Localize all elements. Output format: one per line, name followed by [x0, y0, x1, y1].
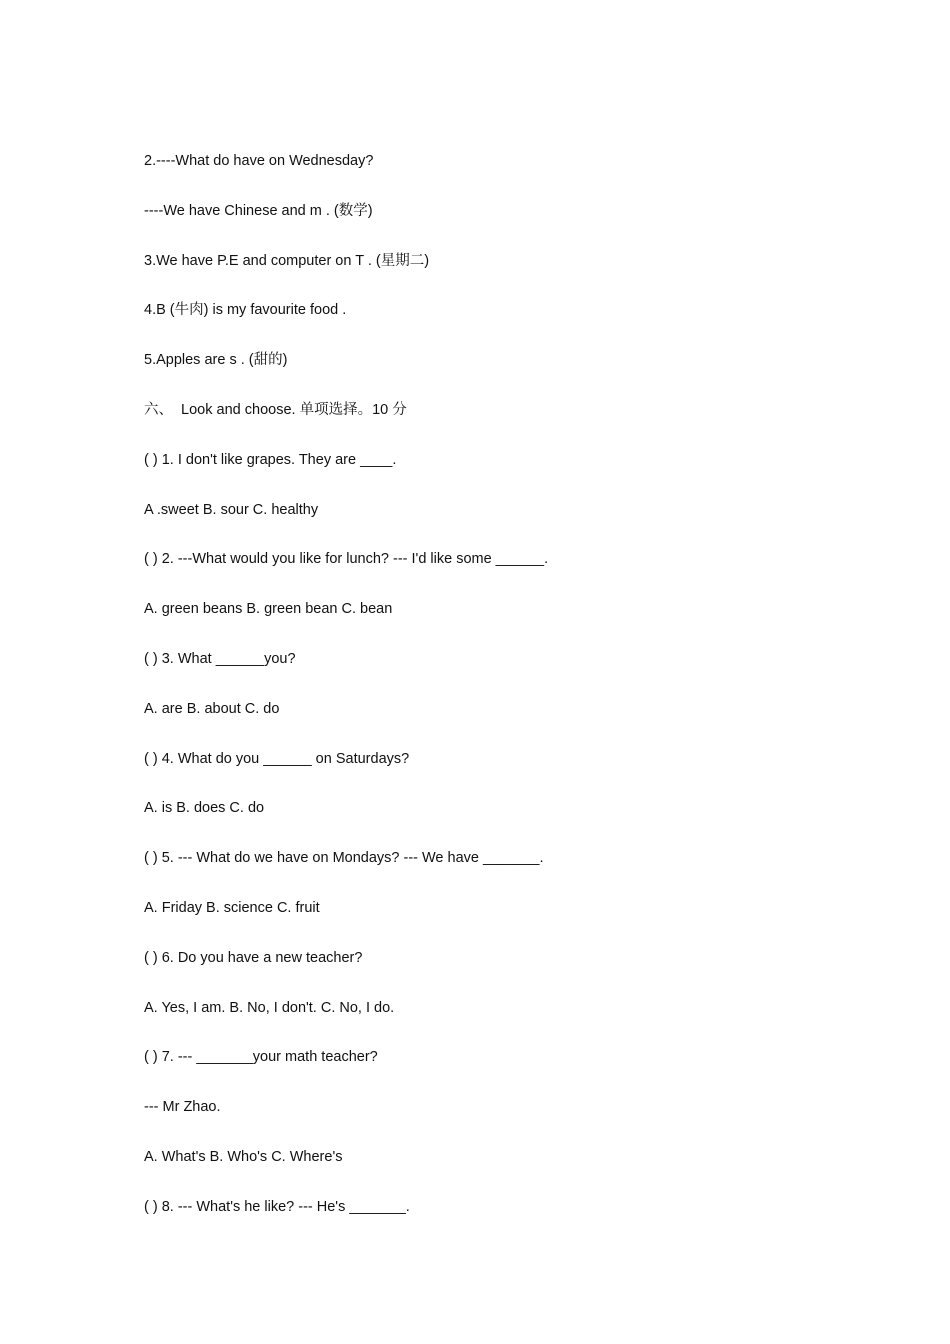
worksheet-text: [144, 151, 864, 1247]
question-7-reply: --- Mr Zhao.: [144, 1099, 221, 1116]
question-2-options: A. green beans B. green bean C. bean: [144, 601, 393, 618]
question-7: ( ) 7. --- _______your math teacher?: [144, 1049, 378, 1066]
question-6: ( ) 6. Do you have a new teacher?: [144, 949, 363, 966]
fill-in-item-3: 3.We have P.E and computer on T . (星期二): [144, 252, 430, 269]
fill-in-item-2-answer: ----We have Chinese and m . (数学): [144, 202, 373, 219]
question-4: ( ) 4. What do you ______ on Saturdays?: [144, 750, 410, 767]
question-1-options: A .sweet B. sour C. healthy: [144, 501, 319, 518]
fill-in-item-5: 5.Apples are s . (甜的): [144, 352, 288, 369]
question-7-options: A. What's B. Who's C. Where's: [144, 1148, 343, 1165]
question-3: ( ) 3. What ______you?: [144, 650, 296, 667]
section-heading: 六、 Look and choose. 单项选择。10 分: [144, 401, 407, 418]
question-5: ( ) 5. --- What do we have on Mondays? --- We have _______.: [144, 850, 544, 867]
question-5-options: A. Friday B. science C. fruit: [144, 899, 320, 916]
question-8: ( ) 8. --- What's he like? --- He's _______.: [144, 1198, 410, 1215]
question-6-options: A. Yes, I am. B. No, I don't. C. No, I do.: [144, 999, 395, 1016]
question-2: ( ) 2. ---What would you like for lunch? --- I'd like some ______.: [144, 551, 549, 568]
question-4-options: A. is B. does C. do: [144, 800, 265, 817]
fill-in-item-2-question: 2.----What do have on Wednesday?: [144, 153, 374, 169]
question-3-options: A. are B. about C. do: [144, 700, 280, 717]
question-1: ( ) 1. I don't like grapes. They are ____.: [144, 451, 397, 468]
fill-in-item-4: 4.B (牛肉) is my favourite food .: [144, 302, 347, 319]
